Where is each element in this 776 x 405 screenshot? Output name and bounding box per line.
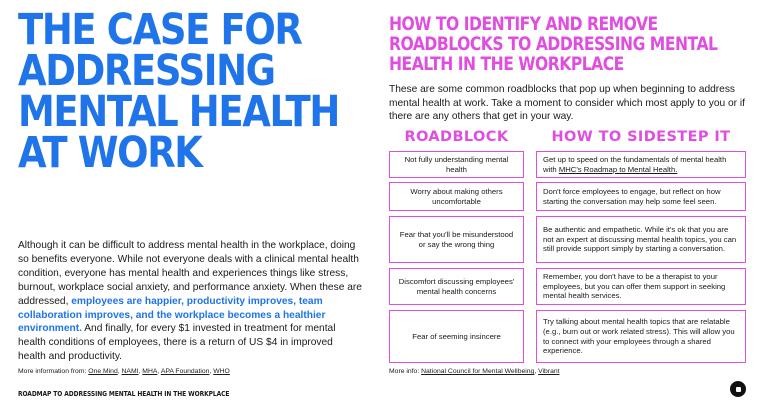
table-row — [389, 216, 746, 263]
source-link-national-council[interactable]: National Council for Mental Wellbeing — [421, 368, 535, 375]
section-sources-label: More info: — [389, 368, 422, 375]
title-line-4: AT WORK — [18, 128, 202, 178]
sources-line: More information from: One Mind, NAMI, MHA, APA Foundation, WHO — [18, 368, 230, 375]
table-row — [389, 182, 746, 211]
column-header-roadblock: ROADBLOCK — [404, 129, 509, 145]
intro-text-b: And finally, for every $1 invested in treatment for mental health conditions of employees, there is a return of US $4 in improved health and productivity. — [18, 323, 336, 363]
source-link-one-mind[interactable]: One Mind — [88, 368, 118, 375]
intro-highlight: employees are happier, productivity improves, team collaboration improves, and the workplace becomes a healthier environment. — [18, 295, 326, 335]
page-nav-button[interactable] — [730, 381, 746, 397]
title-line-2: ADDRESSING — [18, 46, 275, 96]
section-intro: These are some common roadblocks that pop up when beginning to address mental health at work. Take a moment to consider which most apply to you or if there are any others that get in your way. — [389, 84, 745, 122]
intro-paragraph — [18, 239, 363, 364]
source-link-nami[interactable]: NAMI — [121, 368, 139, 375]
roadmap-link[interactable]: MHC's Roadmap to Mental Health. — [558, 164, 678, 174]
sidestep-cell — [536, 151, 746, 178]
section-sources-line — [389, 368, 560, 375]
page-title — [18, 5, 362, 178]
footer-label: ROADMAP TO ADDRESSING MENTAL HEALTH IN THE WORKPLACE — [18, 390, 230, 398]
source-link-vibrant[interactable]: Vibrant — [538, 368, 560, 375]
roadblock-cell: Fear that you'll be misunderstood or say the wrong thing — [389, 216, 524, 263]
table-row — [389, 310, 746, 363]
table-row — [389, 268, 746, 305]
sidestep-text: Get up to speed on the fundamentals of mental health with — [543, 154, 727, 174]
left-page — [18, 5, 363, 178]
title-line-1: THE CASE FOR — [18, 5, 302, 55]
source-link-apa[interactable]: APA Foundation — [160, 368, 210, 375]
sources-label: More information from: — [18, 368, 89, 375]
roadblock-cell: Worry about making others uncomfortable — [389, 182, 524, 211]
section-title-line-3: HEALTH IN THE WORKPLACE — [389, 53, 624, 75]
roadblock-cell: Discomfort discussing employees' mental health concerns — [389, 268, 524, 305]
source-link-who[interactable]: WHO — [213, 368, 230, 375]
roadblock-cell: Not fully understanding mental health — [389, 151, 524, 178]
sidestep-cell: Don't force employees to engage, but reflect on how starting the conversation may help some feel seen. — [536, 182, 746, 211]
sidestep-cell: Remember, you don't have to be a therapist to your employees, but you can offer them support in seeking mental health services. — [536, 268, 746, 305]
roadblock-cell: Fear of seeming insincere — [389, 310, 524, 363]
title-line-3: MENTAL HEALTH — [18, 87, 339, 137]
table-row — [389, 151, 746, 178]
column-header-sidestep: HOW TO SIDESTEP IT — [551, 129, 731, 145]
section-title — [389, 13, 718, 75]
sidestep-cell: Try talking about mental health topics that are relatable (e.g., burn out or work related stress). This will allow you to connect with your employees through a shared experience. — [536, 310, 746, 363]
source-link-mha[interactable]: MHA — [142, 368, 158, 375]
section-title-line-1: HOW TO IDENTIFY AND REMOVE — [389, 13, 658, 35]
sidestep-cell: Be authentic and empathetic. While it's ok that you are not an expert at discussing mental health topics, you can still provide support simply by starting a conversation. — [536, 216, 746, 263]
section-title-line-2: ROADBLOCKS TO ADDRESSING MENTAL — [389, 33, 718, 55]
intro-text-a: Although it can be difficult to address mental health in the workplace, doing so benefits everyone. While not everyone deals with a clinical mental health condition, everyone has mental health and experiences things like stress, burnout, workplace social anxiety, and performance anxiety. When these are addressed, — [18, 240, 362, 307]
source-separator: , — [534, 368, 539, 375]
